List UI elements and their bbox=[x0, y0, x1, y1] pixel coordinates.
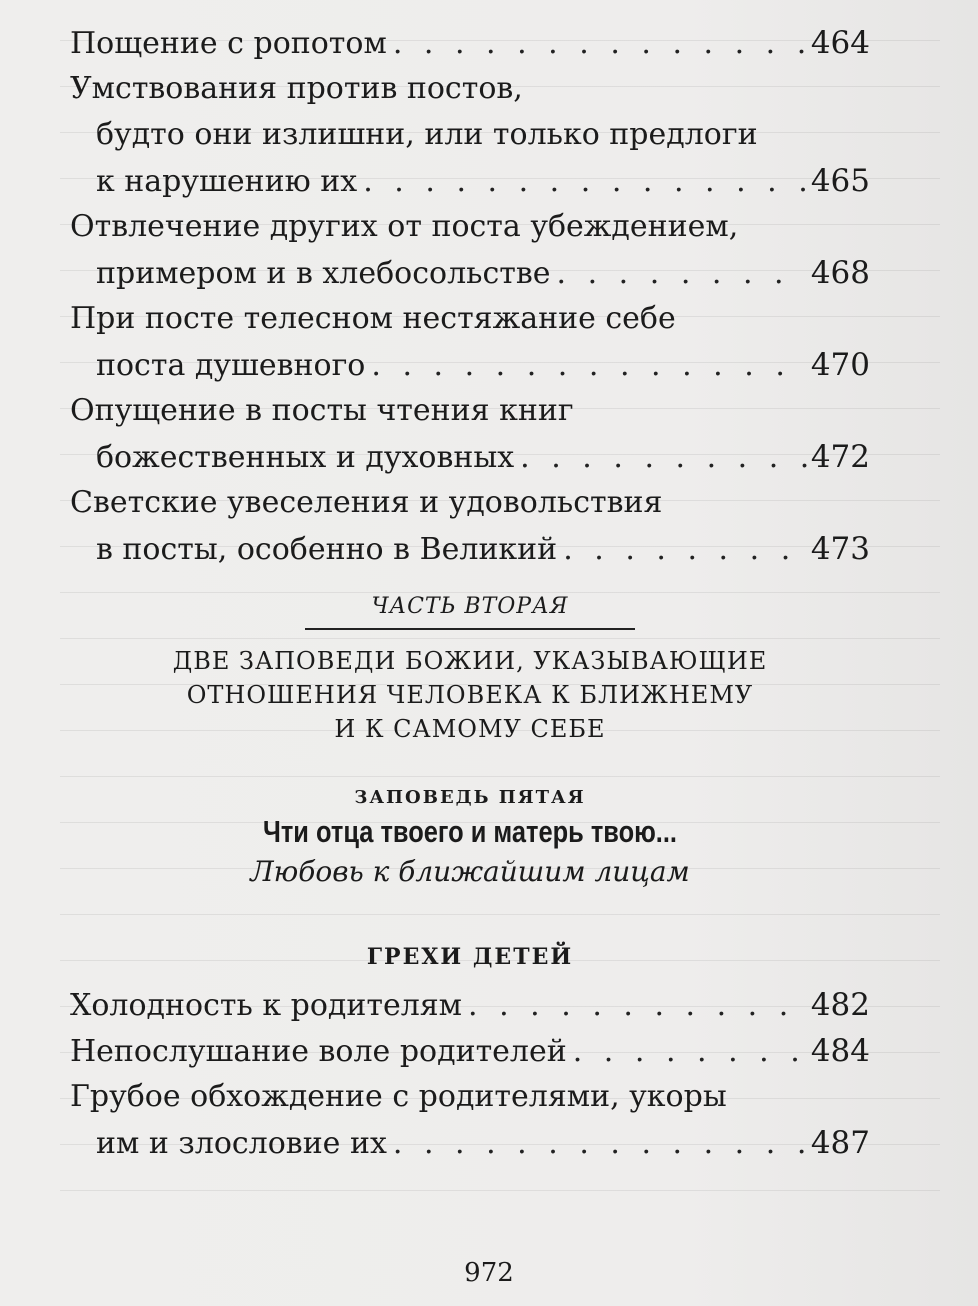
toc-entry[interactable] bbox=[70, 1028, 870, 1074]
part-title-line: ДВЕ ЗАПОВЕДИ БОЖИИ, УКАЗЫВАЮЩИЕ bbox=[172, 647, 768, 675]
toc-entry-line bbox=[70, 158, 870, 204]
toc-entry[interactable] bbox=[70, 20, 870, 66]
commandment-label: ЗАПОВЕДЬ ПЯТАЯ bbox=[354, 787, 586, 808]
toc-entry-line bbox=[70, 388, 870, 434]
toc-entry-line bbox=[70, 480, 870, 526]
toc-entry-text: Непослушание воле родителей bbox=[70, 1034, 567, 1069]
toc-entry-line bbox=[70, 66, 870, 112]
toc-entry-page: 473 bbox=[810, 531, 870, 567]
toc-entry-text: Холодность к родителям bbox=[70, 988, 463, 1023]
toc-entry-text: божественных и духовных bbox=[96, 440, 515, 475]
dot-leader bbox=[557, 251, 807, 297]
toc-entry-page: 472 bbox=[810, 439, 870, 475]
toc-entry-text: Отвлечение других от поста убеждением, bbox=[70, 209, 739, 244]
toc-entry-text: Грубое обхождение с родителями, укоры bbox=[70, 1079, 727, 1114]
part-divider bbox=[305, 628, 635, 630]
part-title bbox=[70, 644, 870, 746]
toc-entry[interactable] bbox=[70, 480, 870, 572]
toc-entry-text: Пощение с ропотом bbox=[70, 26, 387, 61]
toc-entry-line bbox=[70, 112, 870, 158]
toc-entry-line bbox=[70, 526, 870, 572]
toc-entry[interactable] bbox=[70, 982, 870, 1028]
toc-entry-text: в посты, особенно в Великий bbox=[96, 532, 558, 567]
toc-entry[interactable] bbox=[70, 66, 870, 204]
toc-entry-text: поста душевного bbox=[96, 348, 366, 383]
toc-entry-text: При посте телесном нестяжание себе bbox=[70, 301, 676, 336]
toc-entry-line bbox=[70, 1028, 870, 1074]
dot-leader bbox=[468, 983, 807, 1029]
toc-entry-page: 465 bbox=[810, 163, 870, 199]
table-of-contents bbox=[70, 20, 870, 1166]
toc-entry-page: 470 bbox=[810, 347, 870, 383]
dot-leader bbox=[573, 1029, 807, 1075]
toc-entry-line bbox=[70, 250, 870, 296]
commandment-subtitle: Любовь к ближайшим лицам bbox=[250, 855, 690, 888]
page-number: 972 bbox=[464, 1258, 514, 1288]
part-label: ЧАСТЬ ВТОРАЯ bbox=[371, 594, 569, 619]
toc-entry[interactable] bbox=[70, 296, 870, 388]
toc-entry[interactable] bbox=[70, 204, 870, 296]
toc-entry-text: к нарушению их bbox=[96, 164, 358, 199]
toc-entry-line bbox=[70, 342, 870, 388]
toc-entry-text: Опущение в посты чтения книг bbox=[70, 393, 574, 428]
toc-entry[interactable] bbox=[70, 388, 870, 480]
toc-entry-page: 468 bbox=[810, 255, 870, 291]
toc-entry-line bbox=[70, 20, 870, 66]
toc-entry-line bbox=[70, 296, 870, 342]
dot-leader bbox=[393, 21, 807, 67]
toc-entry-page: 482 bbox=[810, 987, 870, 1023]
toc-entry-line bbox=[70, 982, 870, 1028]
toc-entry-text: им и злословие их bbox=[96, 1126, 387, 1161]
toc-entry-text: Светские увеселения и удовольствия bbox=[70, 485, 663, 520]
toc-entry-line bbox=[70, 434, 870, 480]
toc-entry-page: 487 bbox=[810, 1125, 870, 1161]
toc-entry-line bbox=[70, 1074, 870, 1120]
dot-leader bbox=[563, 527, 807, 573]
toc-entry-page: 464 bbox=[810, 25, 870, 61]
toc-entry-line bbox=[70, 204, 870, 250]
dot-leader bbox=[371, 343, 806, 389]
dot-leader bbox=[363, 159, 807, 205]
toc-entry-text: Умствования против постов, bbox=[70, 71, 523, 106]
part-title-line: ОТНОШЕНИЯ ЧЕЛОВЕКА К БЛИЖНЕМУ bbox=[186, 681, 754, 709]
commandment-title: Чти отца твоего и матерь твою... bbox=[263, 814, 677, 849]
part-title-line: И К САМОМУ СЕБЕ bbox=[334, 715, 606, 743]
dot-leader bbox=[393, 1121, 807, 1167]
toc-entry-text: примером и в хлебосольстве bbox=[96, 256, 551, 291]
toc-entry-page: 484 bbox=[810, 1033, 870, 1069]
dot-leader bbox=[520, 435, 807, 481]
toc-entry[interactable] bbox=[70, 1074, 870, 1166]
toc-entries-part-one bbox=[70, 20, 870, 572]
toc-entry-text: будто они излишни, или только предлоги bbox=[96, 117, 758, 152]
section-title: ГРЕХИ ДЕТЕЙ bbox=[366, 944, 574, 970]
toc-entry-line bbox=[70, 1120, 870, 1166]
toc-entries-part-two bbox=[70, 982, 870, 1166]
